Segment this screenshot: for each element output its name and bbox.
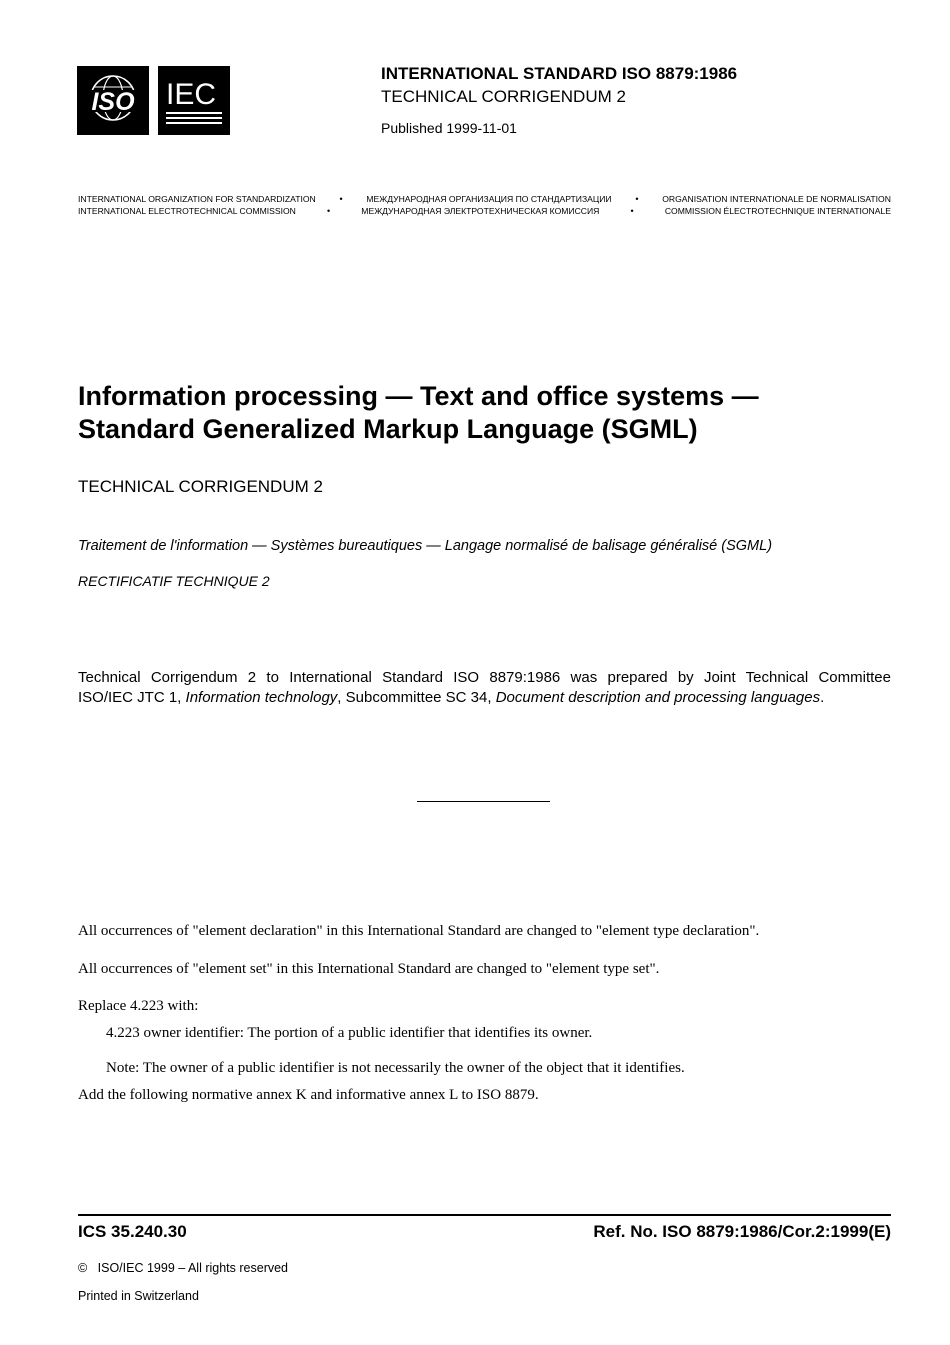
intro-italic-it: Information technology bbox=[185, 689, 338, 706]
corrigendum-label: TECHNICAL CORRIGENDUM 2 bbox=[78, 477, 323, 496]
intro-line-2 bbox=[78, 688, 824, 708]
printed-in: Printed in Switzerland bbox=[78, 1289, 199, 1303]
separator-dot: • bbox=[630, 206, 634, 216]
separator-dot: • bbox=[339, 194, 343, 204]
svg-text:IEC: IEC bbox=[166, 78, 217, 111]
body-paragraph-3: Replace 4.223 with: bbox=[78, 998, 199, 1014]
ics-code: ICS 35.240.30 bbox=[78, 1222, 187, 1241]
standard-title: INTERNATIONAL STANDARD ISO 8879:1986 bbox=[381, 64, 738, 83]
document-title bbox=[78, 380, 878, 446]
organization-line-1 bbox=[78, 193, 891, 205]
footer-rule bbox=[78, 1214, 891, 1216]
intro-text: . bbox=[820, 689, 825, 706]
published-date: Published 1999-11-01 bbox=[381, 120, 517, 136]
reference-number: Ref. No. ISO 8879:1986/Cor.2:1999(E) bbox=[593, 1222, 891, 1241]
svg-text:ISO: ISO bbox=[91, 88, 135, 116]
intro-italic-sc34: Document description and processing languages bbox=[495, 689, 821, 706]
org-iec-fr: COMMISSION ÉLECTROTECHNIQUE INTERNATIONALE bbox=[664, 206, 891, 216]
separator-dot: • bbox=[635, 194, 639, 204]
separator-dot: • bbox=[327, 206, 331, 216]
french-corrigendum: RECTIFICATIF TECHNIQUE 2 bbox=[78, 573, 270, 589]
copyright-icon: © bbox=[78, 1261, 88, 1275]
document-title-line-2: Standard Generalized Markup Language (SGML) bbox=[78, 414, 698, 444]
intro-line-1: Technical Corrigendum 2 to International Standard ISO 8879:1986 was prepared by Joint Technical Committee bbox=[78, 669, 891, 686]
document-title-line-1: Information processing — Text and office systems — bbox=[78, 381, 759, 411]
body-paragraph-2: All occurrences of "element set" in this International Standard are changed to "element type set". bbox=[78, 961, 660, 977]
org-iso-fr: ORGANISATION INTERNATIONALE DE NORMALISATION bbox=[662, 194, 891, 204]
iso-logo bbox=[77, 66, 149, 135]
definition-4-223: 4.223 owner identifier: The portion of a public identifier that identifies its owner. bbox=[106, 1025, 593, 1041]
section-divider bbox=[417, 801, 550, 802]
body-paragraph-4: Add the following normative annex K and informative annex L to ISO 8879. bbox=[78, 1087, 539, 1103]
body-paragraph-1: All occurrences of "element declaration" in this International Standard are changed to "element type declaration". bbox=[78, 923, 760, 939]
header-corrigendum: TECHNICAL CORRIGENDUM 2 bbox=[381, 87, 626, 106]
org-iec-ru: МЕЖДУНАРОДНАЯ ЭЛЕКТРОТЕХНИЧЕСКАЯ КОМИССИЯ bbox=[361, 206, 600, 216]
definition-note: Note: The owner of a public identifier is not necessarily the owner of the object that it identifies. bbox=[106, 1060, 685, 1076]
french-title: Traitement de l'information — Systèmes bureautiques — Langage normalisé de balisage généralisé (SGML) bbox=[78, 538, 773, 554]
intro-text: , Subcommittee SC 34, bbox=[337, 689, 496, 706]
intro-text: ISO/IEC JTC 1, bbox=[78, 689, 186, 706]
copyright-line bbox=[78, 1260, 288, 1276]
iec-logo bbox=[158, 66, 230, 135]
iec-mark-icon bbox=[158, 66, 230, 135]
organization-line-2 bbox=[78, 205, 891, 217]
org-iso-ru: МЕЖДУНАРОДНАЯ ОРГАНИЗАЦИЯ ПО СТАНДАРТИЗАЦИИ bbox=[366, 194, 612, 204]
org-iso-en: INTERNATIONAL ORGANIZATION FOR STANDARDIZATION bbox=[78, 194, 316, 204]
copyright-text: ISO/IEC 1999 – All rights reserved bbox=[97, 1261, 289, 1275]
org-iec-en: INTERNATIONAL ELECTROTECHNICAL COMMISSION bbox=[78, 206, 296, 216]
iso-globe-icon bbox=[77, 66, 149, 135]
